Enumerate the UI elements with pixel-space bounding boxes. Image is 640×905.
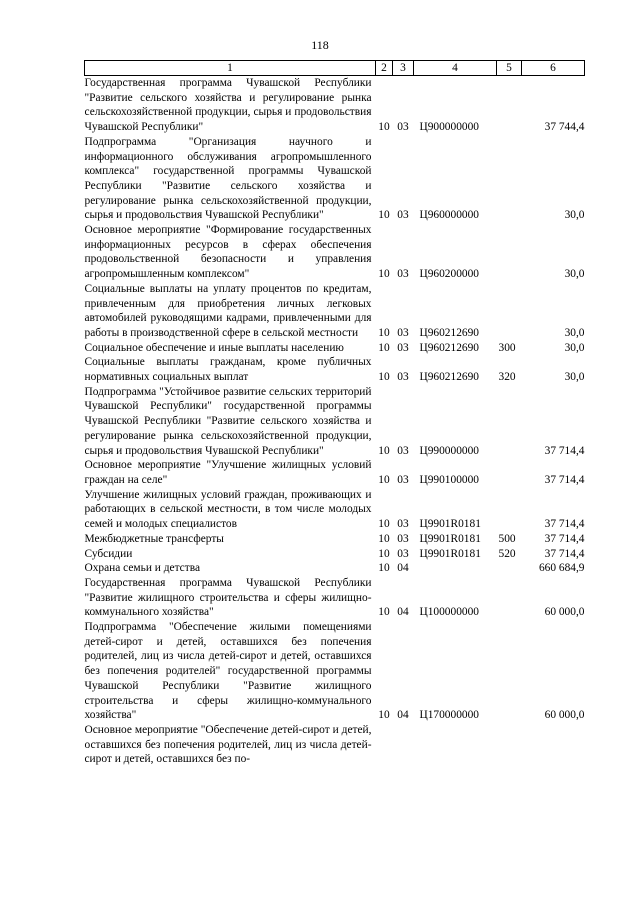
row-expense-type: 300 (498, 341, 516, 354)
row-name: Улучшение жилищных условий граждан, проживающих и работающих в сельской местности, в том числе молодых семей и молодых специалистов (84, 488, 372, 531)
row-amount: 37 714,4 (544, 444, 585, 457)
row-subsection: 03 (397, 518, 409, 531)
row-expense-type (497, 561, 522, 576)
table-row (85, 723, 585, 767)
row-name: Социальные выплаты на уплату процентов по кредитам, привлеченным для приобретения личных легковых автомобилей руководящими кадрами, привлеченными для работы в производственной сфере в сельской местности (84, 282, 372, 339)
row-expense-type (497, 282, 522, 341)
row-target-item: Ц960212690 (419, 326, 479, 339)
row-expense-type (497, 223, 522, 282)
row-target-item: Ц990100000 (419, 473, 479, 486)
row-target-item (414, 561, 497, 576)
row-subsection: 03 (397, 209, 409, 222)
table-row (85, 532, 585, 547)
row-subsection: 03 (397, 532, 409, 545)
table-row (85, 135, 585, 223)
row-subsection: 03 (397, 473, 409, 486)
row-name: Подпрограмма "Организация научного и информационного обслуживания агропромышленного комплекса" государственной программы Чувашской Республики "Развитие сельского хозяйства и регулирование рынка сельскохозяйственной продукции, сырья и продовольствия Чувашской Республики" (84, 135, 372, 222)
row-subsection: 03 (397, 121, 409, 134)
row-expense-type (497, 385, 522, 459)
row-expense-type: 500 (498, 532, 516, 545)
row-section: 10 (378, 371, 390, 384)
header-col-amount: 6 (522, 61, 585, 76)
row-expense-type: 320 (498, 371, 516, 384)
table-row (85, 385, 585, 459)
page-number: 118 (311, 38, 329, 52)
row-expense-type (497, 458, 522, 487)
row-section: 10 (378, 473, 390, 486)
row-name: Государственная программа Чувашской Республики "Развитие жилищного строительства и сферы жилищно-коммунального хозяйства" (84, 576, 372, 619)
row-expense-type (497, 576, 522, 620)
row-name: Социальные выплаты гражданам, кроме публичных нормативных социальных выплат (84, 356, 372, 384)
row-expense-type: 520 (498, 547, 516, 560)
row-amount: 30,0 (564, 268, 585, 281)
header-col-subsection: 3 (393, 61, 414, 76)
row-section: 10 (378, 268, 390, 281)
row-amount: 60 000,0 (544, 606, 585, 619)
row-subsection: 04 (397, 709, 409, 722)
row-expense-type (497, 135, 522, 223)
row-target-item: Ц900000000 (419, 121, 479, 134)
row-amount: 30,0 (564, 341, 585, 354)
row-section: 10 (378, 709, 390, 722)
table-row (85, 76, 585, 135)
header-col-name: 1 (85, 61, 376, 76)
budget-table (84, 60, 585, 767)
row-amount: 37 714,4 (544, 547, 585, 560)
row-name: Основное мероприятие "Обеспечение детей-сирот и детей, оставшихся без попечения родителей, лиц из числа детей-сирот и детей, оставшихся без по- (84, 723, 372, 766)
row-amount: 30,0 (564, 209, 585, 222)
row-target-item: Ц9901R0181 (419, 547, 481, 560)
table-row (85, 458, 585, 487)
row-name: Подпрограмма "Обеспечение жилыми помещениями детей-сирот и детей, оставшихся без попечения родителей, лиц из числа детей-сирот и детей, оставшихся без попечения родителей" государственной программы Чувашской Республики "Развитие жилищного строительства и сферы жилищно-коммунального хозяйства" (84, 621, 372, 722)
row-target-item: Ц960212690 (419, 371, 479, 384)
row-name: Охрана семьи и детства (84, 562, 200, 575)
row-amount: 30,0 (564, 371, 585, 384)
row-target-item (414, 723, 497, 767)
row-amount: 37 714,4 (544, 518, 585, 531)
row-target-item: Ц9901R0181 (419, 518, 481, 531)
table-row (85, 547, 585, 562)
row-name: Государственная программа Чувашской Республики "Развитие сельского хозяйства и регулирование рынка сельскохозяйственной продукции, сырья и продовольствия Чувашской Республики" (84, 77, 372, 134)
row-name: Социальное обеспечение и иные выплаты населению (84, 341, 344, 354)
row-subsection: 03 (397, 547, 409, 560)
header-col-target-item: 4 (414, 61, 497, 76)
row-amount: 37 714,4 (544, 532, 585, 545)
row-target-item: Ц990000000 (419, 444, 479, 457)
row-amount (522, 723, 585, 767)
row-name: Основное мероприятие "Улучшение жилищных условий граждан на селе" (84, 459, 372, 486)
row-target-item: Ц9901R0181 (419, 532, 481, 545)
header-col-section: 2 (376, 61, 393, 76)
table-row (85, 341, 585, 356)
row-subsection: 03 (397, 326, 409, 339)
header-col-expense-type: 5 (497, 61, 522, 76)
table-row (85, 355, 585, 384)
row-section: 10 (378, 444, 390, 457)
row-amount: 37 714,4 (544, 473, 585, 486)
row-section (376, 723, 393, 767)
header-row (85, 61, 585, 76)
table-row (85, 488, 585, 532)
table-row (85, 561, 585, 576)
row-amount: 660 684,9 (538, 562, 585, 575)
row-name: Межбюджетные трансферты (84, 532, 224, 545)
table-row (85, 223, 585, 282)
row-section: 10 (378, 121, 390, 134)
row-name: Субсидии (84, 547, 133, 560)
row-amount: 37 744,4 (544, 121, 585, 134)
row-name: Основное мероприятие "Формирование государственных информационных ресурсов в сферах обеспечения продовольственной безопасности и управления агропромышленным комплексом" (84, 224, 372, 281)
row-amount: 60 000,0 (544, 709, 585, 722)
row-target-item: Ц960000000 (419, 209, 479, 222)
row-subsection: 03 (397, 341, 409, 354)
row-expense-type (497, 488, 522, 532)
row-section: 10 (378, 562, 390, 575)
row-section: 10 (378, 209, 390, 222)
row-subsection: 03 (397, 371, 409, 384)
row-expense-type (497, 76, 522, 135)
row-section: 10 (378, 547, 390, 560)
row-name: Подпрограмма "Устойчивое развитие сельских территорий Чувашской Республики" государственной программы Чувашской Республики "Развитие сельского хозяйства и регулирование рынка сельскохозяйственной продукции, сырья и продовольствия Чувашской Республики" (84, 385, 372, 457)
row-section: 10 (378, 518, 390, 531)
row-subsection: 03 (397, 444, 409, 457)
row-subsection: 04 (397, 562, 409, 575)
row-section: 10 (378, 606, 390, 619)
table-header (85, 61, 585, 76)
row-expense-type (497, 723, 522, 767)
row-section: 10 (378, 326, 390, 339)
row-section: 10 (378, 532, 390, 545)
row-target-item: Ц170000000 (419, 709, 479, 722)
row-amount: 30,0 (564, 326, 585, 339)
table-row (85, 282, 585, 341)
row-target-item: Ц960200000 (419, 268, 479, 281)
row-subsection: 04 (397, 606, 409, 619)
table-body (85, 76, 585, 768)
table-row (85, 576, 585, 620)
row-subsection (393, 723, 414, 767)
row-section: 10 (378, 341, 390, 354)
row-expense-type (497, 620, 522, 723)
table-row (85, 620, 585, 723)
row-target-item: Ц960212690 (419, 341, 479, 354)
row-subsection: 03 (397, 268, 409, 281)
row-target-item: Ц100000000 (419, 606, 479, 619)
